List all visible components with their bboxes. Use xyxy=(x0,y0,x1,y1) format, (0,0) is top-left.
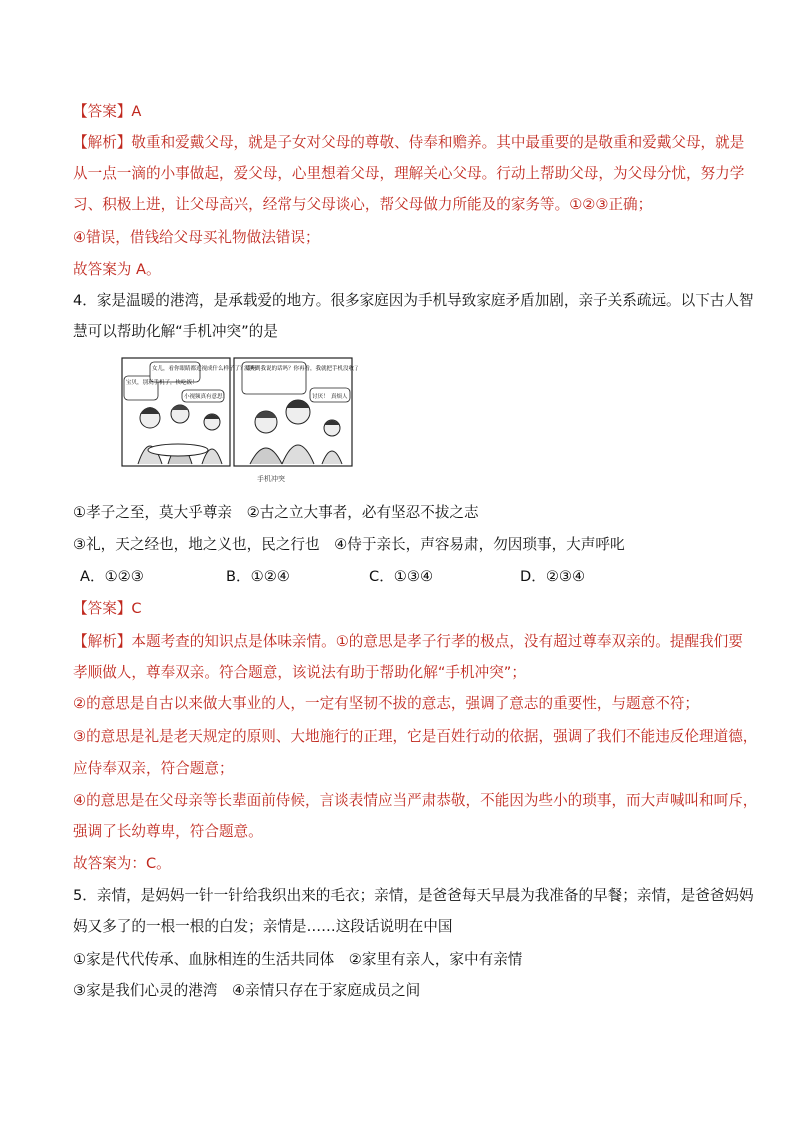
q4-analysis-line-3: ②的意思是自古以来做大事业的人，一定有坚韧不拔的意志，强调了意志的重要性，与题意不符； xyxy=(73,695,700,712)
q5-items-line-1: ①家是代代传承、血脉相连的生活共同体 ②家里有亲人，家中有亲情 xyxy=(73,951,523,968)
q5-stem-line-2: 妈又多了的一根一根的白发；亲情是……这段话说明在中国 xyxy=(73,918,453,935)
q3-analysis-line-2: 从一点一滴的小事做起，爱父母，心里想着父母，理解关心父母。行动上帮助父母，为父母分忧，努力学 xyxy=(73,165,745,182)
q4-analysis-line-4: ③的意思是礼是老天规定的原则、大地施行的正理，它是百姓行动的依据，强调了我们不能违反伦理道德， xyxy=(73,728,758,745)
comic-bubble-5b: 真烦人 xyxy=(331,394,348,400)
comic-bubble-4: 没听到我说的话吗？你再看，我就把手机没收了！ xyxy=(244,366,358,372)
comic-bubble-3: 小视频真有意思！ xyxy=(184,394,229,400)
q3-analysis-line-4: ④错误，借钱给父母买礼物做法错误； xyxy=(73,229,320,246)
q5-stem-line-1: 5．亲情，是妈妈一针一针给我织出来的毛衣；亲情，是爸爸每天早晨为我准备的早餐；亲情，是爸爸妈妈 xyxy=(73,887,754,904)
q4-analysis-line-2: 孝顺做人，尊奉双亲。符合题意，该说法有助于帮助化解“手机冲突”； xyxy=(73,664,526,681)
q4-analysis-line-6: ④的意思是在父母亲等长辈面前侍候，言谈表情应当严肃恭敬，不能因为些小的琐事，而大声喊叫和呵斥， xyxy=(73,792,758,809)
q4-answer: 【答案】C xyxy=(73,600,142,617)
q3-answer: 【答案】A xyxy=(73,103,142,120)
q3-conclusion: 故答案为 A。 xyxy=(73,261,161,278)
option-c: C．①③④ xyxy=(369,568,434,585)
comic-phone-conflict xyxy=(120,356,358,484)
q4-items-line-1: ①孝子之至，莫大乎尊亲 ②古之立大事者，必有坚忍不拔之志 xyxy=(73,504,479,521)
comic-bubble-1: 宝贝，别玩手机了，快吃饭！ xyxy=(126,380,198,386)
q4-analysis-line-7: 强调了长幼尊卑，符合题意。 xyxy=(73,823,263,840)
q4-analysis-line-1: 【解析】本题考查的知识点是体味亲情。①的意思是孝子行孝的极点，没有超过尊奉双亲的。提醒我们要 xyxy=(73,633,743,650)
q4-conclusion: 故答案为：C。 xyxy=(73,855,171,872)
comic-caption: 手机冲突 xyxy=(257,475,285,483)
comic-bubble-5a: 讨厌！ xyxy=(312,394,329,400)
option-b: B．①②④ xyxy=(226,568,290,585)
option-d: D．②③④ xyxy=(520,568,586,585)
option-a: A．①②③ xyxy=(80,568,144,585)
q4-analysis-line-5: 应侍奉双亲，符合题意； xyxy=(73,760,234,777)
q4-stem-line-1: 4．家是温暖的港湾，是承载爱的地方。很多家庭因为手机导致家庭矛盾加剧，亲子关系疏远。以下古人智 xyxy=(73,292,754,309)
q5-items-line-2: ③家是我们心灵的港湾 ④亲情只存在于家庭成员之间 xyxy=(73,982,421,999)
q4-stem-line-2: 慧可以帮助化解“手机冲突”的是 xyxy=(73,323,278,340)
comic-bubble-2: 女儿，看你眼睛都近视成什么样子了？哎呀！ xyxy=(152,366,263,372)
q3-analysis-line-3: 习、积极上进，让父母高兴，经常与父母谈心，帮父母做力所能及的家务等。①②③正确； xyxy=(73,196,653,213)
comic-drawing xyxy=(120,356,358,484)
q3-analysis-line-1: 【解析】敬重和爱戴父母，就是子女对父母的尊敬、侍奉和赡养。其中最重要的是敬重和爱戴父母，就是 xyxy=(73,134,745,151)
q4-items-line-2: ③礼，天之经也，地之义也，民之行也 ④侍于亲长，声容易肃，勿因琐事，大声呼叱 xyxy=(73,536,625,553)
